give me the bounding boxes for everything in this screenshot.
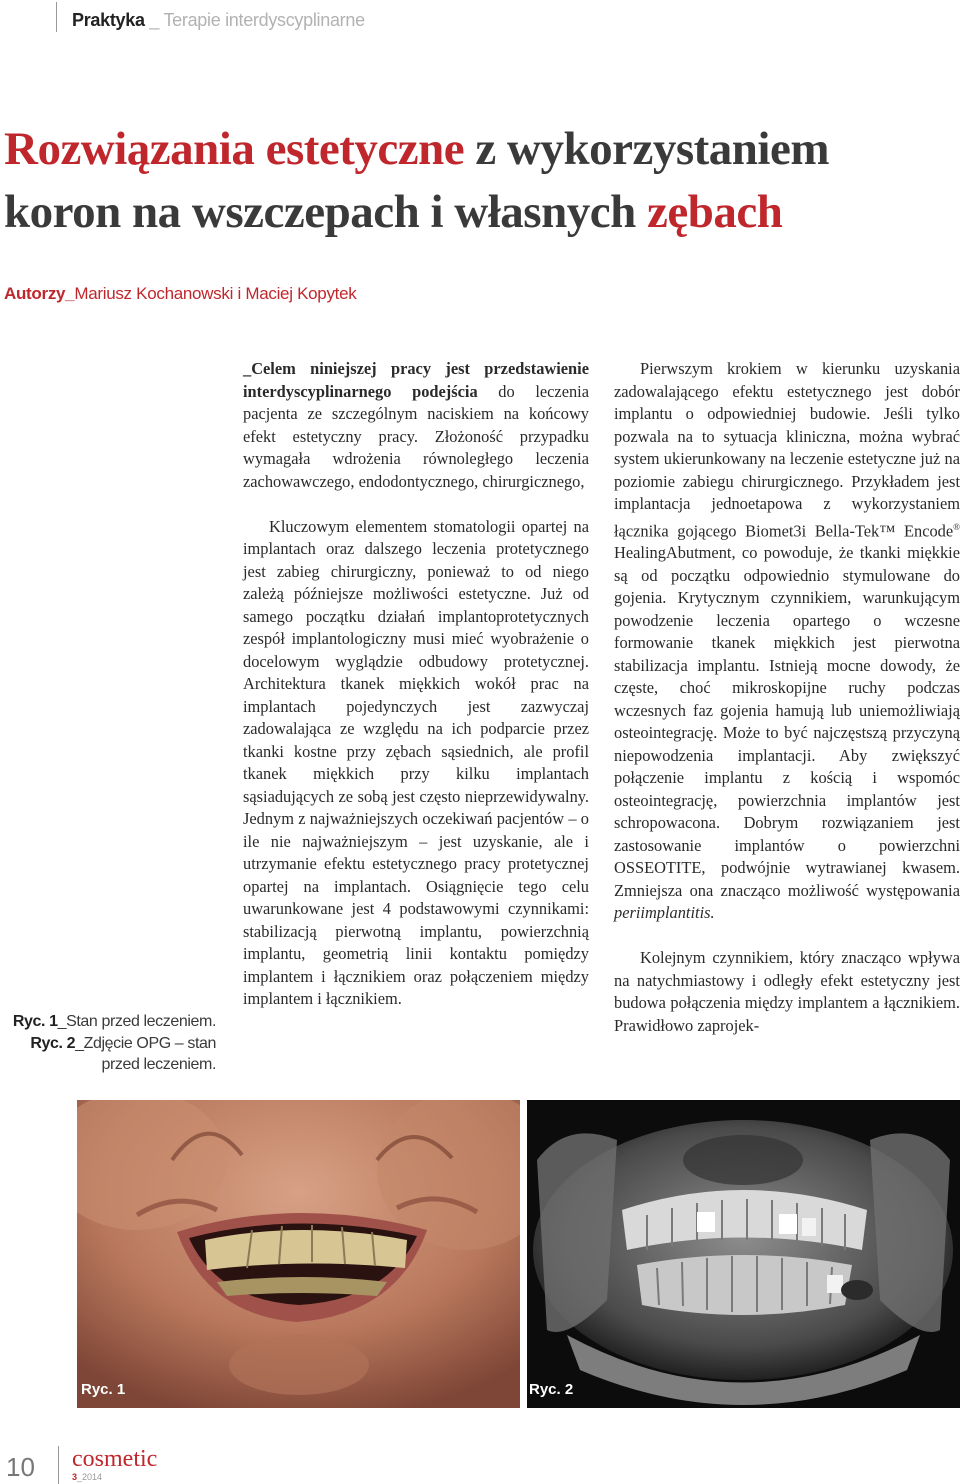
para-text-cont: HealingAbutment, co powoduje, że tkanki miękkie są od początku odpowiednio stymulowane do gojenia. Krytycznym czynnikiem, warunkującym powodzenie leczenia opartego o wczesne formowanie tkanek miękkich jest pierwotna stabilizacja implantu. Istnieją mocne dowody, że częste, choć mikroskopijne ruchy podczas wczesnych faz gojenia hamują lub uniemożliwiają osteointegrację. Może to być najczęstszą przyczyną niepowodzenia implantacji. Aby zwiększyć połączenie implantu z kością i wspomóc osteointegrację, powierzchnia implantów jest schropowacona. Dobrym rozwiązaniem jest zastosowanie implantów o powierzchni OSSEOTITE, podwójnie wytrawianej kwasem. Zmniejsza ona znacząco możliwość występowania bbox=[614, 543, 960, 900]
caption-line-2 bbox=[4, 1033, 216, 1055]
figure-1-smile-photo bbox=[77, 1100, 520, 1408]
title-part-red: Rozwiązania estetyczne bbox=[4, 123, 465, 175]
figure-1-label: Ryc. 1 bbox=[81, 1381, 126, 1398]
header-divider bbox=[56, 2, 57, 32]
footer-divider bbox=[58, 1446, 59, 1484]
issue-number bbox=[72, 1472, 102, 1482]
article-authors bbox=[4, 284, 356, 304]
title-part-red-end: zębach bbox=[646, 186, 783, 238]
caption-fig1-text: _Stan przed leczeniem. bbox=[57, 1013, 216, 1030]
xray-illustration bbox=[527, 1100, 960, 1408]
column-middle bbox=[243, 358, 589, 1011]
title-part-plain: z wykorzystaniem koron na wszczepach i własnych bbox=[4, 123, 829, 238]
header-separator: _ bbox=[144, 10, 164, 30]
article-title bbox=[4, 118, 956, 244]
header-subsection: Terapie interdyscyplinarne bbox=[163, 10, 365, 30]
intro-rest: do leczenia pacjenta ze szczególnym naciskiem na końcowy efekt estetyczny pracy. Złożoność przypadku wymagała wdrożenia równoległego leczenia zachowawczego, endodontycznego, chirurgicznego, bbox=[243, 381, 589, 491]
body-paragraph: Kluczowym elementem stomatologii opartej na implantach oraz dalszego leczenia protetycznego jest zabieg chirurgiczny, ponieważ to od niego zależą późniejsze możliwości estetyczne. Już od samego początku działań implantoprotetycznych zespół implantologiczny musi mieć wyobrażenie o docelowym wyglądzie odbudowy protetycznej. Architektura tkanek miękkich wokół prac na implantach pojedynczych jest zazwyczaj zadowalająca ze względu na ich podparcie przez tkanki kostne przy zębach sąsiednich, ale profil tkanek miękkich przy kilku implantach sąsiadujących ze sobą jest często nieprzewidywalny. Jednym z najważniejszych oczekiwań pacjentów – o ile nie najważniejszym – jest uzyskanie, ale i utrzymanie efektu estetycznego pracy protetycznej opartej na implantach. Osiągnięcie tego celu uwarunkowane jest 4 podstawowymi czynnikami: stabilizacją pierwotną implantu, powierzchnią implantu, geometrią linii kontaktu pomiędzy implantem i łącznikiem oraz połączeniem między implantem i łącznikiem. bbox=[243, 516, 589, 1008]
caption-fig2-label: Ryc. 2 bbox=[30, 1034, 76, 1052]
intro-paragraph bbox=[243, 358, 589, 493]
running-header bbox=[72, 10, 365, 31]
figure-2-label: Ryc. 2 bbox=[529, 1381, 574, 1398]
registered-mark: ® bbox=[953, 521, 960, 532]
body-paragraph: Kolejnym czynnikiem, który znacząco wpływa na natychmiastowy i odległy efekt estetyczny jest budowa połączenia między implantem a łącznikiem. Prawidłowo zaprojek- bbox=[614, 948, 960, 1035]
para-text: Pierwszym krokiem w kierunku uzyskania zadowalającego efektu estetycznego jest dobór implantu o odpowiedniej budowie. Jeśli tylko pozwala na to sytuacja kliniczna, można wybrać system ukierunkowany na leczenie estetyczne już na poziomie zabiegu chirurgicznego. Przykładem jest implantacja jednoetapowa z wykorzystaniem łącznika gojącego Biomet3i Bella-Tek™ Encode bbox=[614, 359, 960, 540]
header-section: Praktyka bbox=[72, 10, 145, 30]
page-number: 10 bbox=[6, 1452, 35, 1482]
authors-names: Mariusz Kochanowski i Maciej Kopytek bbox=[74, 284, 357, 303]
figure-caption bbox=[4, 1011, 216, 1076]
caption-line-1 bbox=[4, 1011, 216, 1033]
body-paragraph bbox=[614, 358, 960, 925]
paragraph-gap bbox=[614, 925, 960, 948]
column-right bbox=[614, 358, 960, 1037]
figure-2-xray-photo bbox=[527, 1100, 960, 1408]
paragraph-gap bbox=[243, 493, 589, 516]
authors-label: Autorzy_ bbox=[4, 284, 75, 303]
caption-fig2-text: _Zdjęcie OPG – stan bbox=[75, 1034, 216, 1052]
issue-year: _2014 bbox=[77, 1472, 103, 1482]
issue-num: 3 bbox=[72, 1472, 78, 1482]
smile-illustration bbox=[77, 1100, 520, 1408]
intro-bold-lead: _Celem niniejszej pracy jest przedstawienie interdyscyplinarnego podejścia bbox=[243, 359, 589, 401]
caption-line-3: przed leczeniem. bbox=[101, 1056, 216, 1073]
para-italic-term: periimplantitis. bbox=[614, 903, 715, 923]
magazine-brand: cosmetic bbox=[72, 1446, 158, 1472]
caption-fig1-label: Ryc. 1 bbox=[12, 1013, 58, 1030]
